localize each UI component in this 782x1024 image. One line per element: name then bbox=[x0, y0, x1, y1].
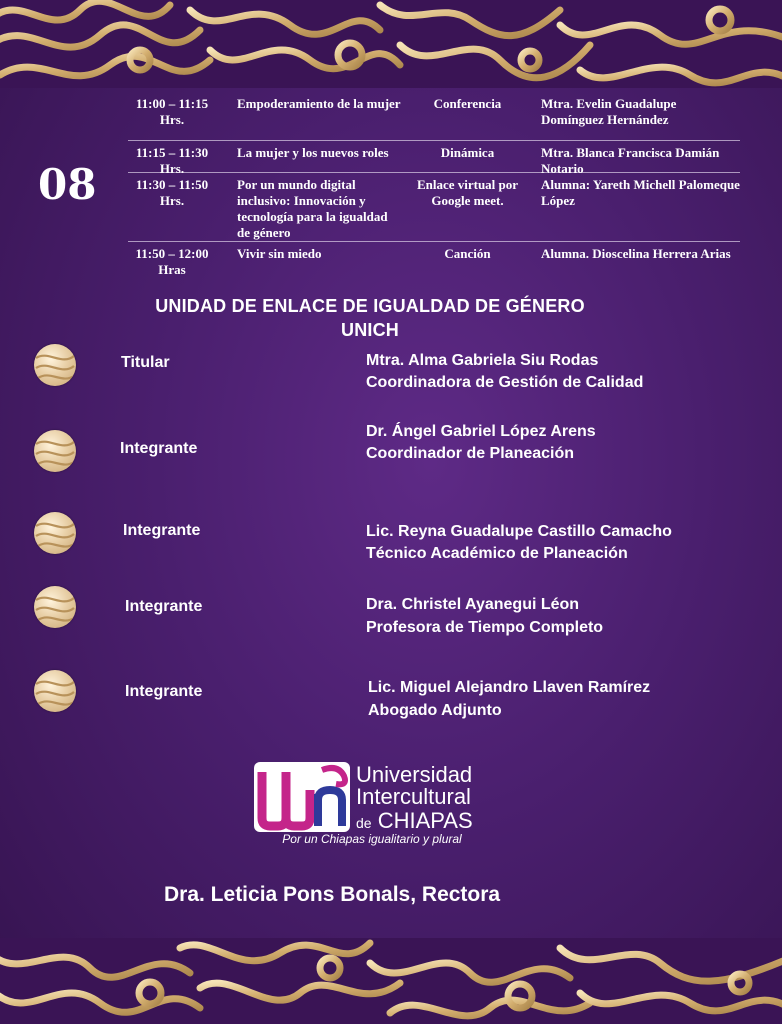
gold-orb-icon bbox=[34, 344, 76, 386]
member-role: Integrante bbox=[125, 598, 203, 615]
agenda-speaker: Mtra. Evelin Guadalupe Domínguez Hernández bbox=[541, 96, 677, 127]
agenda-speaker: Alumna. Dioscelina Herrera Arias bbox=[541, 246, 731, 261]
member-position: Abogado Adjunto bbox=[368, 702, 502, 719]
agenda-topic: La mujer y los nuevos roles bbox=[237, 145, 389, 160]
agenda-topic: Vivir sin miedo bbox=[237, 246, 322, 261]
logo-slogan: Por un Chiapas igualitario y plural bbox=[282, 832, 462, 846]
gold-orb-icon bbox=[34, 512, 76, 554]
logo-line2: Intercultural bbox=[356, 784, 471, 809]
logo-line1: Universidad bbox=[356, 762, 473, 787]
agenda-row bbox=[128, 141, 740, 176]
agenda-table bbox=[128, 92, 740, 282]
agenda-speaker: Alumna: Yareth Michell Palomeque López bbox=[541, 177, 740, 208]
agenda-type: Conferencia bbox=[433, 96, 502, 111]
agenda-topic: Por un mundo digital inclusivo: Innovación y tecnología para la igualdad de género bbox=[237, 177, 388, 240]
agenda-time: 11:15 – 11:30 Hrs. bbox=[135, 145, 209, 176]
ornament-pattern-icon bbox=[0, 0, 782, 88]
agenda-row bbox=[128, 92, 740, 141]
page-number: 08 bbox=[38, 160, 97, 209]
gold-orb-icon bbox=[34, 430, 76, 472]
unit-title-line1: UNIDAD DE ENLACE DE IGUALDAD DE GÉNERO bbox=[155, 296, 585, 316]
agenda-type: Dinámica bbox=[440, 145, 495, 160]
agenda-type: Enlace virtual por Google meet. bbox=[416, 177, 519, 208]
agenda-row bbox=[128, 173, 740, 242]
member-position: Coordinador de Planeación bbox=[366, 445, 575, 462]
gold-orb-icon bbox=[34, 670, 76, 712]
unich-emblem-icon bbox=[252, 760, 352, 834]
member-name: Lic. Reyna Guadalupe Castillo Camacho bbox=[366, 523, 672, 540]
member-position: Coordinadora de Gestión de Calidad bbox=[366, 374, 644, 391]
agenda-time: 11:30 – 11:50 Hrs. bbox=[135, 177, 209, 208]
agenda-time: 11:50 – 12:00 Hras bbox=[135, 246, 209, 277]
ornament-pattern-icon bbox=[0, 938, 782, 1024]
logo-line3 bbox=[356, 808, 473, 834]
member-role: Integrante bbox=[125, 683, 203, 700]
agenda-type: Canción bbox=[444, 246, 491, 261]
member-role: Integrante bbox=[120, 440, 198, 457]
member-role: Titular bbox=[121, 354, 170, 371]
unit-title-line2: UNICH bbox=[341, 320, 399, 340]
member-role: Integrante bbox=[123, 522, 201, 539]
member-name: Mtra. Alma Gabriela Siu Rodas bbox=[366, 352, 599, 369]
member-name: Dr. Ángel Gabriel López Arens bbox=[366, 423, 596, 440]
logo-line3-main: CHIAPAS bbox=[377, 808, 473, 833]
member-name: Dra. Christel Ayanegui Léon bbox=[366, 596, 580, 613]
agenda-row bbox=[128, 242, 740, 282]
agenda-topic: Empoderamiento de la mujer bbox=[237, 96, 401, 111]
member-position: Técnico Académico de Planeación bbox=[366, 545, 628, 562]
top-ornament-band bbox=[0, 0, 782, 88]
university-logo bbox=[252, 758, 532, 848]
rector-signature-line: Dra. Leticia Pons Bonals, Rectora bbox=[164, 883, 501, 906]
member-name: Lic. Miguel Alejandro Llaven Ramírez bbox=[368, 679, 651, 696]
unit-title bbox=[110, 294, 630, 342]
logo-line3-prefix: de bbox=[356, 815, 372, 831]
member-position: Profesora de Tiempo Completo bbox=[366, 619, 604, 636]
gold-orb-icon bbox=[34, 586, 76, 628]
agenda-speaker: Mtra. Blanca Francisca Damián Notario bbox=[541, 145, 720, 176]
agenda-time: 11:00 – 11:15 Hrs. bbox=[135, 96, 209, 127]
bottom-ornament-band bbox=[0, 938, 782, 1024]
